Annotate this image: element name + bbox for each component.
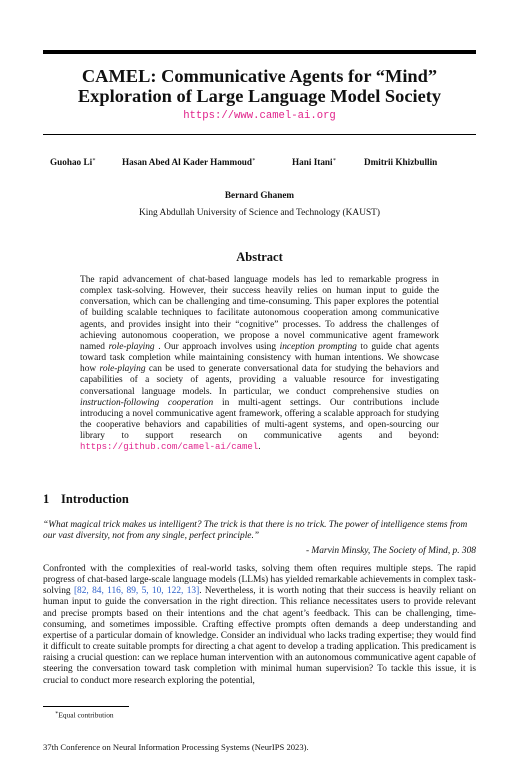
epigraph-attribution: - Marvin Minsky, The Society of Mind, p. 308 [305, 546, 476, 556]
footnote-text: Equal contribution [58, 710, 114, 720]
github-link[interactable]: https://github.com/camel-ai/camel [80, 442, 259, 453]
author-2 [122, 157, 256, 167]
abstract-emphasis: inception prompting [279, 341, 357, 352]
paper-title [43, 66, 476, 106]
abstract-segment: in multi-agent settings. Our contributions include introducing a novel communicative agent framework, offering a scalable approach for studying the cooperative behaviors and capabilities of multi-agent systems, and open-sourcing our library to support research on communicative agents and beyond: [80, 397, 439, 442]
author-name: Hasan Abed Al Kader Hammoud [122, 157, 253, 168]
body-segment: Confronted with the complexities of real-world tasks, solving them often requires multiple steps. The rapid progress of chat-based large-scale language models (LLMs) has yielded remarkable achievements in complex task-solving [43, 564, 476, 597]
section-title: Introduction [61, 492, 129, 506]
abstract-text [80, 275, 439, 454]
abstract-segment: . Our approach involves using [154, 341, 280, 352]
title-line-2: Exploration of Large Language Model Society [77, 86, 442, 106]
abstract-segment: to guide chat agents toward task completion while maintaining consistency with human intentions. We showcase how [80, 341, 439, 375]
abstract-heading: Abstract [236, 250, 283, 264]
abstract-segment: . [258, 442, 261, 453]
author-5: Bernard Ghanem [224, 190, 295, 200]
venue-footer: 37th Conference on Neural Information Processing Systems (NeurIPS 2023). [43, 742, 309, 752]
author-name: Dmitrii Khizbullin [364, 157, 438, 167]
section-number: 1 [43, 492, 50, 506]
author-mark: ∗ [92, 157, 96, 163]
title-bottom-rule [43, 134, 476, 135]
author-name: Guohao Li [50, 157, 93, 168]
author-name: Hani Itani [292, 157, 333, 168]
title-top-rule [43, 50, 476, 54]
abstract-emphasis: role-playing [108, 341, 155, 352]
footnote-mark: ∗ [55, 711, 59, 716]
footnote-rule [43, 706, 129, 707]
section-heading [43, 492, 129, 507]
author-4 [364, 157, 437, 167]
body-segment: . Nevertheless, it is worth noting that their success is heavily reliant on human input to guide the conversation in the right direction. This reliance necessitates users to provide relevant and precise prompts based on their intentions and the chat agent’s feedback. This can be challenging, time-consuming, and sometimes impossible. Crafting effective prompts often demands a deep understanding and expertise of a particular domain of knowledge. Consider an individual who lacks trading expertise; they would find it difficult to create suitable prompts for directing a chat agent to develop a trading application. This predicament is raising a crucial question: can we replace human intervention with an autonomous communicative agent capable of steering the conversation toward task completion with minimal human supervision? To tackle this issue, it is crucial to conduct more research exploring the potential, [43, 586, 477, 686]
author-mark: ∗ [332, 157, 337, 163]
affiliation: King Abdullah University of Science and Technology (KAUST) [138, 208, 381, 218]
author-mark: ∗ [252, 157, 256, 163]
project-url-link[interactable]: https://www.camel-ai.org [183, 110, 336, 122]
introduction-paragraph [43, 564, 476, 687]
epigraph-quote: “What magical trick makes us intelligent? The trick is that there is no trick. The power of intelligence stems from our vast diversity, not from any single, perfect principle.” [43, 520, 468, 542]
citation-link[interactable]: [82, 84, 116, 89, 5, 10, 122, 13] [73, 586, 200, 597]
abstract-emphasis: instruction-following cooperation [80, 397, 214, 408]
author-1 [50, 157, 96, 167]
title-line-1: CAMEL: Communicative Agents for “Mind” [81, 66, 438, 86]
abstract-emphasis: role-playing [99, 364, 146, 375]
author-3 [292, 157, 336, 167]
abstract-segment: The rapid advancement of chat-based language models has led to remarkable progress in complex task-solving. However, their success heavily relies on human input to guide the conversation, which can be challenging and time-consuming. This paper explores the potential of building scalable techniques to facilitate autonomous cooperation among communicative agents, and provides insight into their “cognitive” processes. To address the challenges of achieving autonomous cooperation, we propose a novel communicative agent framework named [80, 275, 439, 352]
abstract-segment: can be used to generate conversational data for studying the behaviors and capabilities of a society of agents, providing a valuable resource for investigating conversational language models. In particular, we conduct comprehensive studies on [80, 364, 439, 397]
footnote [55, 710, 114, 719]
